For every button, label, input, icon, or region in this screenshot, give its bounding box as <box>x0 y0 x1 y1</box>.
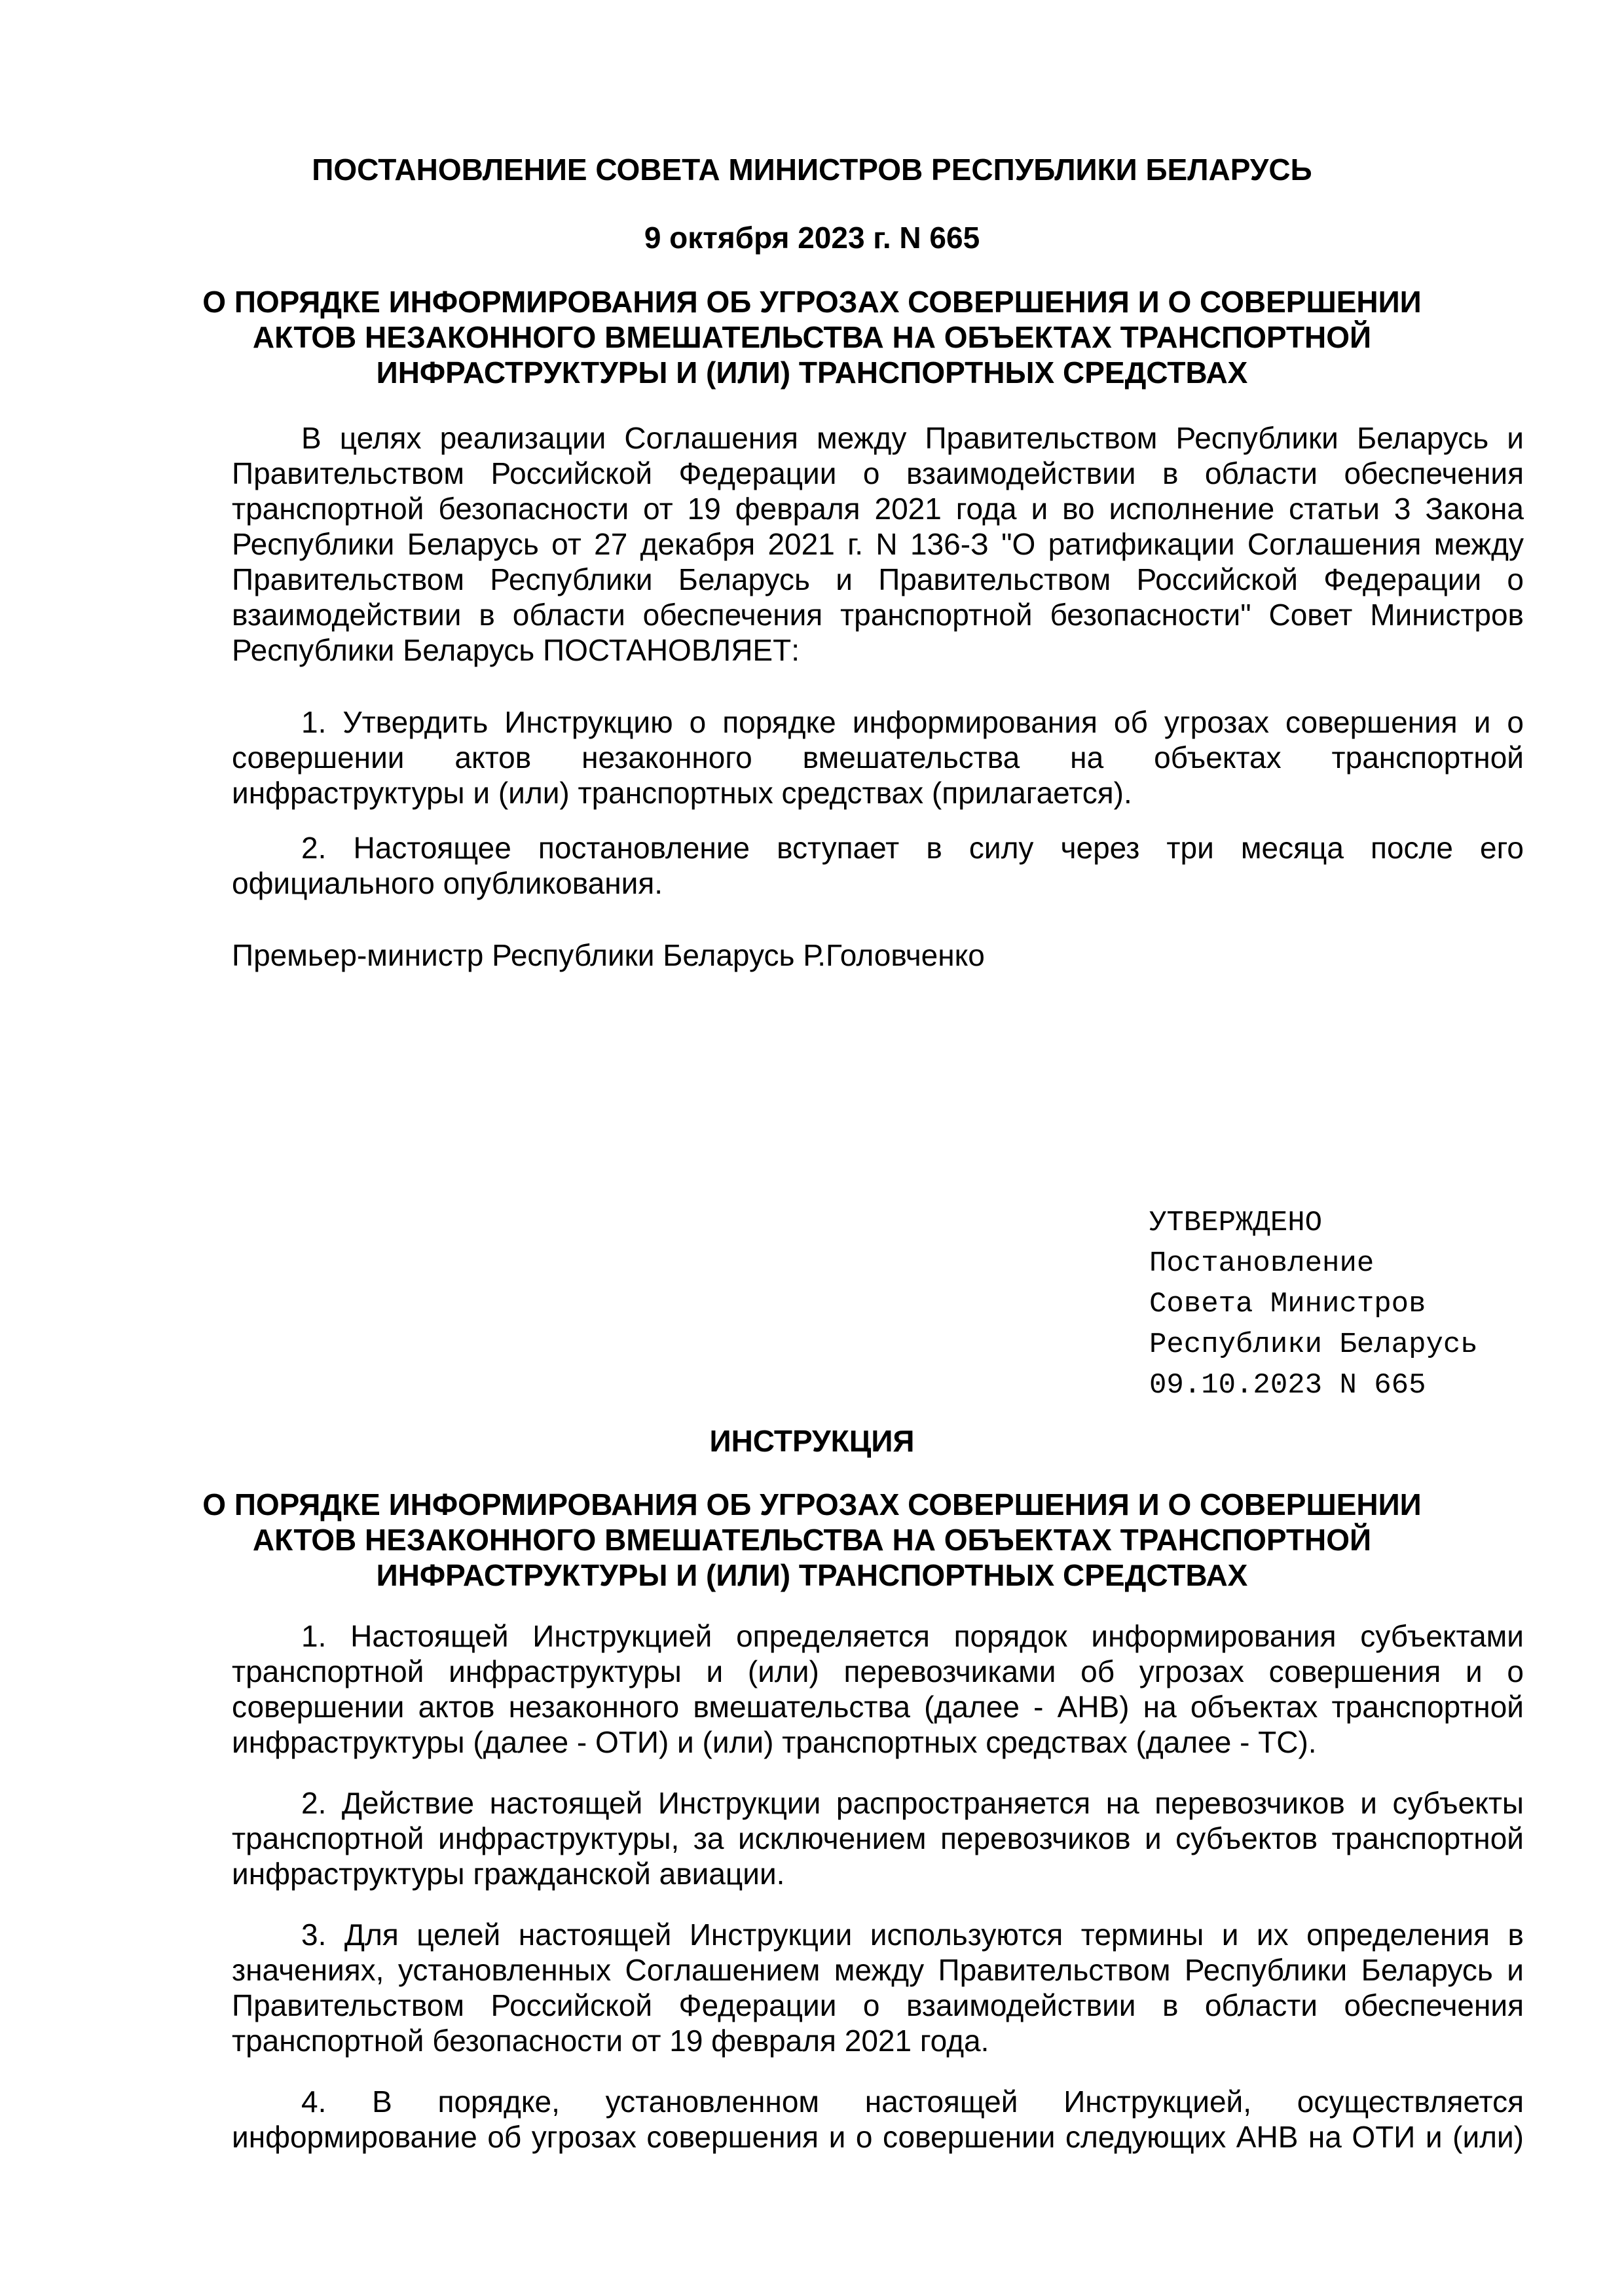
instruction-item-3-line: значениях, установленных Соглашением между Правительством Республики Беларусь и <box>232 1953 1524 1987</box>
signature-block <box>232 938 1524 973</box>
approval-stamp-line: 09.10.2023 N 665 <box>1149 1369 1426 1402</box>
resolution-item-2-line: 2. Настоящее постановление вступает в силу через три месяца после его <box>301 831 1524 865</box>
instruction-item-3 <box>232 1917 1524 2058</box>
preamble-paragraph <box>232 420 1524 668</box>
resolution-item-1 <box>232 704 1524 811</box>
instruction-item-4-line: информирование об угрозах совершения и о совершении следующих АНВ на ОТИ и (или) <box>232 2120 1524 2154</box>
preamble-line: взаимодействии в области обеспечения транспортной безопасности" Совет Министров <box>232 598 1524 632</box>
resolution-item-1-line: 1. Утвердить Инструкцию о порядке информирования об угрозах совершения и о <box>301 705 1524 739</box>
preamble-line: Республики Беларусь от 27 декабря 2021 г. N 136-З "О ратификации Соглашения между <box>232 527 1524 561</box>
document-subject-line: ИНФРАСТРУКТУРЫ И (ИЛИ) ТРАНСПОРТНЫХ СРЕДСТВАХ <box>376 355 1248 390</box>
preamble-line: Правительством Республики Беларусь и Правительством Российской Федерации о <box>232 562 1524 596</box>
instruction-title: ИНСТРУКЦИЯ <box>709 1424 915 1458</box>
instruction-item-4-line: 4. В порядке, установленном настоящей Инструкцией, осуществляется <box>301 2085 1524 2119</box>
resolution-item-1-line: совершении актов незаконного вмешательства на объектах транспортной <box>232 740 1524 774</box>
preamble-line: Правительством Российской Федерации о взаимодействии в области обеспечения <box>232 456 1524 490</box>
instruction-item-4 <box>232 2084 1524 2155</box>
instruction-item-2 <box>232 1785 1524 1891</box>
preamble-line: транспортной безопасности от 19 февраля 2021 года и во исполнение статьи 3 Закона <box>232 492 1524 526</box>
instruction-item-1-line: 1. Настоящей Инструкцией определяется порядок информирования субъектами <box>301 1619 1524 1653</box>
instruction-item-3-line: Правительством Российской Федерации о взаимодействии в области обеспечения <box>232 1988 1524 2022</box>
approval-stamp-line: Республики Беларусь <box>1149 1328 1478 1361</box>
resolution-item-2-line: официального опубликования. <box>232 866 663 900</box>
instruction-item-2-line: 2. Действие настоящей Инструкции распространяется на перевозчиков и субъекты <box>301 1786 1524 1820</box>
instruction-subject-heading <box>0 1487 1624 1593</box>
preamble-line: В целях реализации Соглашения между Правительством Республики Беларусь и <box>301 421 1524 455</box>
instruction-item-3-line: 3. Для целей настоящей Инструкции используются термины и их определения в <box>301 1918 1524 1952</box>
instruction-item-1-line: транспортной инфраструктуры и (или) перевозчиками об угрозах совершения и о <box>232 1654 1524 1688</box>
instruction-subject-line: ИНФРАСТРУКТУРЫ И (ИЛИ) ТРАНСПОРТНЫХ СРЕДСТВАХ <box>376 1558 1248 1592</box>
instruction-item-3-line: транспортной безопасности от 19 февраля 2021 года. <box>232 2024 989 2058</box>
document-subject-line: О ПОРЯДКЕ ИНФОРМИРОВАНИЯ ОБ УГРОЗАХ СОВЕРШЕНИЯ И О СОВЕРШЕНИИ <box>202 285 1422 319</box>
instruction-item-2-line: транспортной инфраструктуры, за исключением перевозчиков и субъектов транспортной <box>232 1821 1524 1855</box>
approval-stamp-line: УТВЕРЖДЕНО <box>1149 1207 1323 1239</box>
document-subject-heading <box>0 284 1624 390</box>
instruction-subject-line: АКТОВ НЕЗАКОННОГО ВМЕШАТЕЛЬСТВА НА ОБЪЕКТАХ ТРАНСПОРТНОЙ <box>252 1523 1372 1557</box>
resolution-item-2 <box>232 830 1524 901</box>
document-subject-line: АКТОВ НЕЗАКОННОГО ВМЕШАТЕЛЬСТВА НА ОБЪЕКТАХ ТРАНСПОРТНОЙ <box>252 320 1372 354</box>
approval-stamp <box>1149 1203 1624 1406</box>
resolution-item-1-line: инфраструктуры и (или) транспортных средствах (прилагается). <box>232 776 1132 810</box>
instruction-item-1-line: совершении актов незаконного вмешательства (далее - АНВ) на объектах транспортной <box>232 1690 1524 1724</box>
document-date: 9 октября 2023 г. N 665 <box>644 221 980 255</box>
instruction-item-1 <box>232 1618 1524 1760</box>
instruction-item-1-line: инфраструктуры (далее - ОТИ) и (или) транспортных средствах (далее - ТС). <box>232 1725 1317 1759</box>
approval-stamp-line: Постановление <box>1149 1247 1375 1280</box>
preamble-line: Республики Беларусь ПОСТАНОВЛЯЕТ: <box>232 633 800 667</box>
signature-line: Премьер-министр Республики Беларусь Р.Головченко <box>232 938 985 972</box>
instruction-item-2-line: инфраструктуры гражданской авиации. <box>232 1857 785 1891</box>
approval-stamp-line: Совета Министров <box>1149 1288 1426 1321</box>
document-title: ПОСТАНОВЛЕНИЕ СОВЕТА МИНИСТРОВ РЕСПУБЛИКИ БЕЛАРУСЬ <box>312 153 1312 187</box>
instruction-subject-line: О ПОРЯДКЕ ИНФОРМИРОВАНИЯ ОБ УГРОЗАХ СОВЕРШЕНИЯ И О СОВЕРШЕНИИ <box>202 1487 1422 1522</box>
